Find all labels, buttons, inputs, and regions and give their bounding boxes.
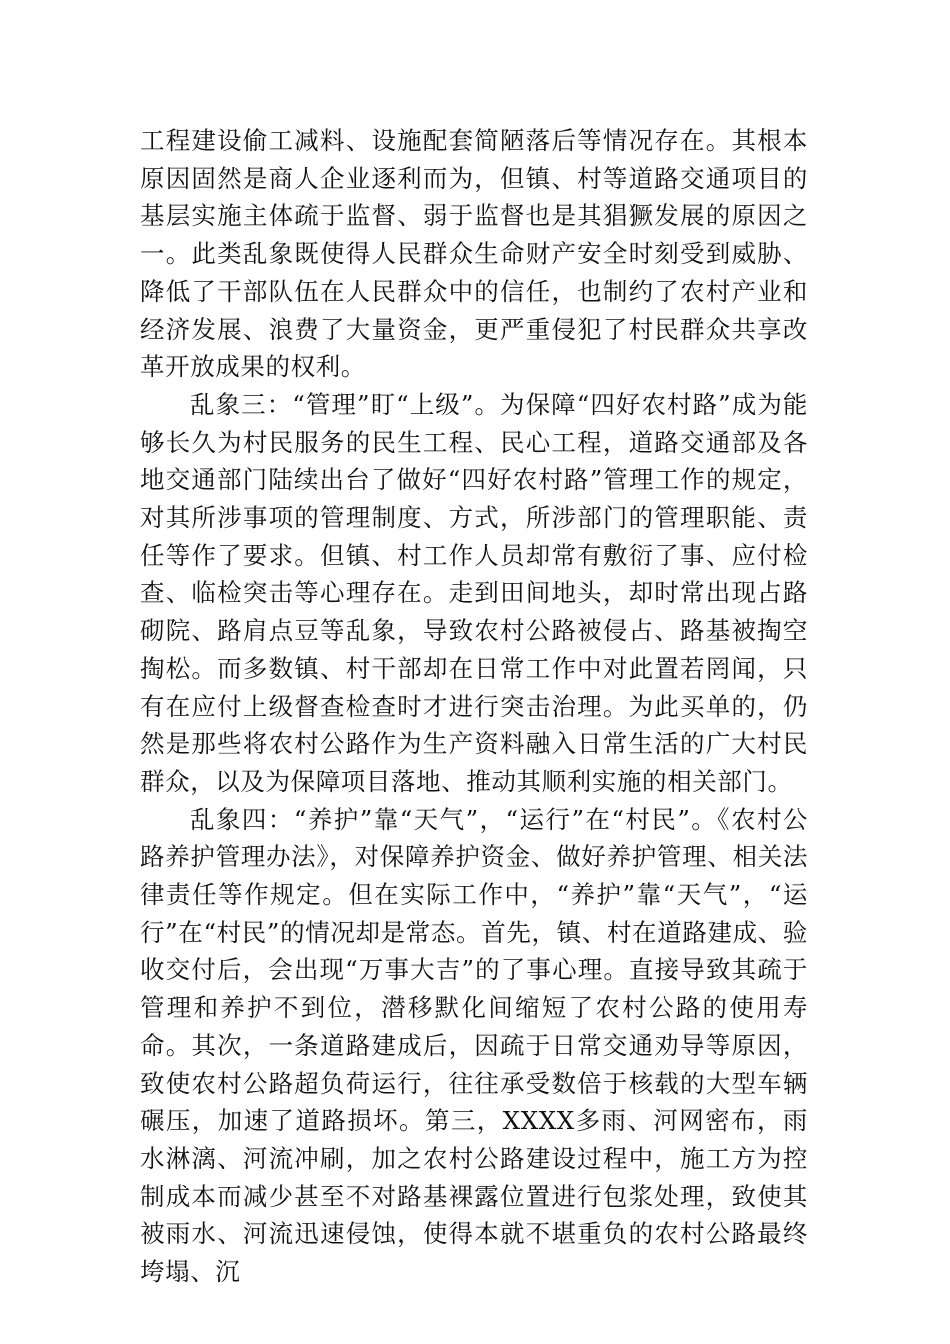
paragraph-chaos-four: 乱象四：“养护”靠“天气”，“运行”在“村民”。《农村公路养护管理办法》，对保障养护资金、做好养护管理、相关法律责任等作规定。但在实际工作中，“养护”靠“天气”，“运行”在“村民”的情况却是常态。首先，镇、村在道路建成、验收交付后，会出现“万事大吉”的了事心理。直接导致其疏于管理和养护不到位，潜移默化间缩短了农村公路的使用寿命。其次，一条道路建成后，因疏于日常交通劝导等原因，致使农村公路超负荷运行，往往承受数倍于核载的大型车辆碾压，加速了道路损坏。第三，XXXX多雨、河网密布，雨水淋漓、河流冲刷，加之农村公路建设过程中，施工方为控制成本而减少甚至不对路基裸露位置进行包浆处理，致使其被雨水、河流迅速侵蚀，使得本就不堪重负的农村公路最终垮塌、沉 <box>140 804 808 1287</box>
document-page <box>140 122 808 1291</box>
paragraph-chaos-three: 乱象三：“管理”盯“上级”。为保障“四好农村路”成为能够长久为村民服务的民生工程、民心工程，道路交通部及各地交通部门陆续出台了做好“四好农村路”管理工作的规定，对其所涉事项的管理制度、方式，所涉部门的管理职能、责任等作了要求。但镇、村工作人员却常有敷衍了事、应付检查、临检突击等心理存在。走到田间地头，却时常出现占路砌院、路肩点豆等乱象，导致农村公路被侵占、路基被掏空掏松。而多数镇、村干部却在日常工作中对此置若罔闻，只有在应付上级督查检查时才进行突击治理。为此买单的，仍然是那些将农村公路作为生产资料融入日常生活的广大村民群众，以及为保障项目落地、推动其顺利实施的相关部门。 <box>140 389 808 796</box>
paragraph-continued: 工程建设偷工减料、设施配套简陋落后等情况存在。其根本原因固然是商人企业逐利而为，但镇、村等道路交通项目的基层实施主体疏于监督、弱于监督也是其猖獗发展的原因之一。此类乱象既使得人民群众生命财产安全时刻受到威胁、降低了干部队伍在人民群众中的信任，也制约了农村产业和经济发展、浪费了大量资金，更严重侵犯了村民群众共享改革开放成果的权利。 <box>140 126 808 382</box>
